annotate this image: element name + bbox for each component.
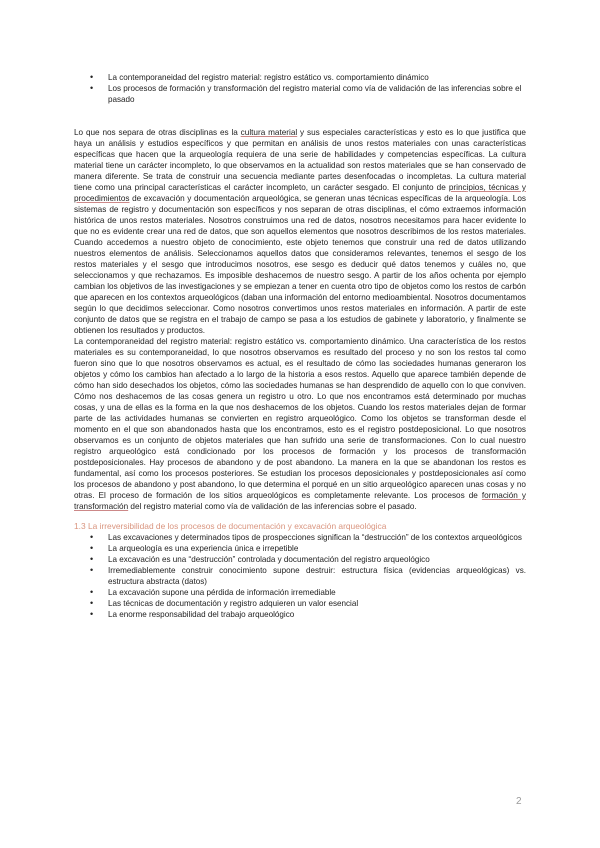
text-run: de excavación y documentación arqueológica, se generan unas técnicas específicas de la arqueología. Los sistemas de registro y documentación son específicos y nos separan de otras disciplinas, el cómo extraemos información histórica de unos restos materiales. Nosotros construimos una red de datos, nosotros necesitamos para hacer evidente lo que no es evidente crear una red de datos, que son aquellos elementos que nosotros describimos de los restos materiales. Cuando accedemos a nuestro objeto de conocimiento, este objeto tenemos que construir una red de datos utilizando nuestros elementos de análisis. Seleccionamos aquellos datos que consideramos relevantes, tenemos el sesgo de los restos materiales y el sesgo que introducimos nosotros, ese sesgo es deducir qué datos tenemos y cuáles no, que seleccionamos y que rechazamos. Es imposible deshacemos de nuestro sesgo. A partir de los años ochenta por ejemplo cambian los objetivos de las investigaciones y se empiezan a tener en cuenta otro tipo de objetos como los restos de carbón que aparecen en los contextos arqueológicos (daban una información del entorno medioambiental. Nosotros documentamos según lo que decidimos seleccionar. Como nosotros convertimos unos restos materiales en información. A partir de este conjunto de datos que se registra en el trabajo de campo se pasa a los estudios de gabinete y laboratorio, y finalmente se obtienen los resultados y productos. — [74, 194, 526, 335]
underlined-term: formación y transformación — [74, 491, 526, 511]
section-heading: 1.3 La irreversibilidad de los procesos de documentación y excavación arqueológica — [74, 521, 387, 531]
text-run: Lo que nos separa de otras disciplinas es la — [74, 128, 241, 137]
text-run: La contemporaneidad del registro material: registro estático vs. comportamiento dinámico. Una característica de los restos materiales es su contemporaneidad, lo que nosotros observamos es resultado del proceso y no son los restos tal como fueron sino que lo que nosotros observamos es actual, es el resultado de cómo las sociedades humanas generaron los objetos y cómo los cambios han afectado a lo largo de la historia a esos restos. Aquello que aparece también depende de cómo han sido desechados los objetos, cómo las sociedades humanas se han desprendido de aquello con lo que conviven. Cómo nos deshacemos de las cosas genera un registro u otro. Lo que nos encontramos está determinado por muchas cosas, y una de ellas es la forma en la que nos deshacemos de los objetos. Cuando los restos materiales dejan de formar parte de las actividades humanas se convierten en registro arqueológico. Como los objetos se transforman desde el momento en el que son abandonados hasta que los encontramos, esto es el registro postdeposicional. Lo que nosotros observamos es un conjunto de objetos materiales que han sufrido una serie de transformaciones. Con lo cual nuestro registro arqueológico está condicionado por los procesos de formación y los procesos de transformación postdeposicionales. Hay procesos de abandono y de post abandono. La manera en la que se abandonan los restos es fundamental, así como los procesos posteriores. Se estudian los procesos deposicionales y postdeposicionales así como los procesos de abandono y post abandono, lo que determina el porqué en un sitio arqueológico aparecen unas cosas y no otras. El proceso de formación de los sitios arqueológicos es completamente relevante. Los procesos de — [74, 337, 526, 500]
paragraph-cultura-material — [74, 127, 526, 336]
underlined-term: principios, técnicas y procedimientos — [74, 183, 527, 203]
intro-bullet-list — [86, 72, 526, 105]
list-item: • Irremediablemente construir conocimiento supone destruir: estructura física (evidencias arqueológicas) vs. estructura abstracta (datos) — [86, 565, 526, 587]
list-item: • La arqueología es una experiencia única e irrepetible — [86, 543, 526, 554]
text-run: y sus especiales características y esto es lo que justifica que haya un análisis y estudios específicos y que permitan en análisis de unos restos materiales con unas características específicas que hacen que la arqueología requiera de una serie de habilidades y competencias específicas. La cultura material tiene un carácter incompleto, lo que observamos en la actualidad son restos materiales que se han conservado de manera diferente. Se trata de construir una secuencia mediante partes desenfocadas o incompletas. La cultura material tiene como una principal características el carácter incompleto, un carácter sesgado. El conjunto de — [74, 128, 526, 192]
list-item: • La contemporaneidad del registro material: registro estático vs. comportamiento dinámico — [86, 72, 526, 83]
list-item: • Los procesos de formación y transformación del registro material como vía de validación de las inferencias sobre el pasado — [86, 83, 526, 105]
text-run: del registro material como vía de validación de las inferencias sobre el pasado. — [128, 502, 417, 511]
section-bullet-list — [86, 532, 526, 620]
list-item: • La excavación supone una pérdida de información irremediable — [86, 587, 526, 598]
list-item: • La enorme responsabilidad del trabajo arqueológico — [86, 609, 526, 620]
page-number: 2 — [516, 796, 522, 807]
underlined-term: cultura material — [240, 128, 298, 137]
list-item: • La excavación es una “destrucción” controlada y documentación del registro arqueológico — [86, 554, 526, 565]
paragraph-contemporaneidad — [74, 336, 526, 512]
list-item: • Las técnicas de documentación y registro adquieren un valor esencial — [86, 598, 526, 609]
list-item: • Las excavaciones y determinados tipos de prospecciones significan la “destrucción” de los contextos arqueológicos — [86, 532, 526, 543]
document-page — [74, 72, 526, 620]
